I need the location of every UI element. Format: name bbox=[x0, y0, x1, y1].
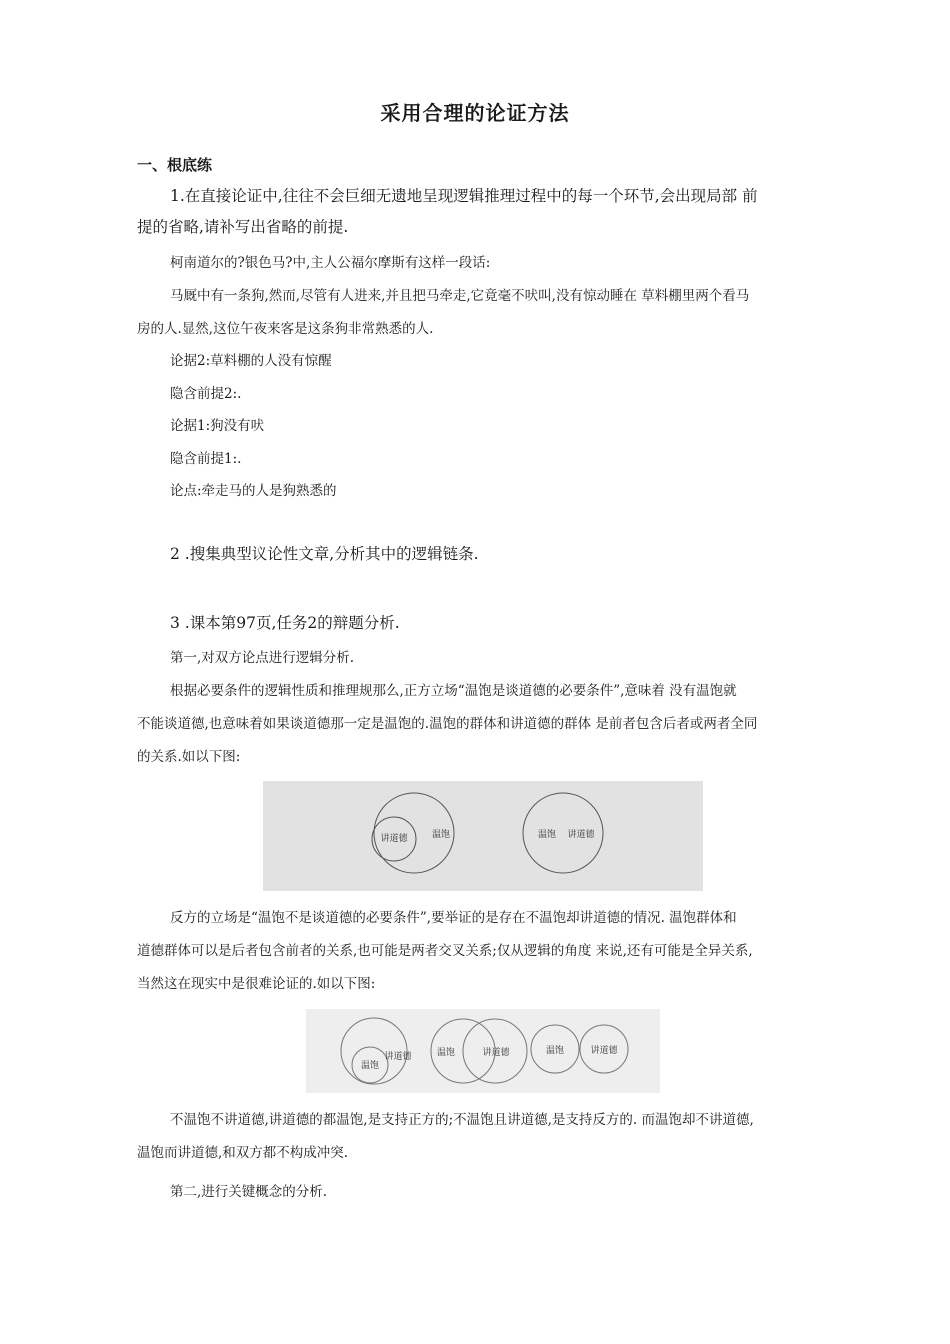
circle-a-outer bbox=[341, 1018, 407, 1084]
page-title: 采用合理的论证方法 bbox=[380, 101, 570, 125]
q1-line1: 1.在直接论证中,往往不会巨细无遗地呈现逻辑推理过程中的每一个环节,会出现局部 前 bbox=[170, 187, 758, 205]
label-a-outer: 讲道德 bbox=[384, 1052, 412, 1062]
q1-paragraph-2b: 房的人.显然,这位午夜来客是这条狗非常熟悉的人. bbox=[137, 321, 434, 337]
q3-para1c: 的关系.如以下图: bbox=[137, 749, 241, 765]
venn-diagram-2 bbox=[306, 1009, 660, 1093]
label-a-inner: 温饱 bbox=[360, 1061, 380, 1071]
q1-line2: 提的省略,请补写出省略的前提. bbox=[137, 218, 349, 236]
q3-para3a: 不温饱不讲道德,讲道德的都温饱,是支持正方的;不温饱且讲道德,是支持反方的. 而温饱却不讲道德, bbox=[170, 1112, 754, 1128]
q1-paragraph-1: 柯南道尔的?银色马?中,主人公福尔摩斯有这样一段话: bbox=[170, 255, 491, 271]
label-c-right: 讲道德 bbox=[590, 1046, 618, 1056]
venn-diagram-1 bbox=[263, 781, 703, 891]
figure-venn-negative bbox=[306, 1009, 660, 1093]
q3-first: 第一,对双方论点进行逻辑分析. bbox=[170, 650, 355, 666]
q1-paragraph-2a: 马厩中有一条狗,然而,尽管有人进来,并且把马牵走,它竟毫不吠叫,没有惊动睡在 草料棚里两个看马 bbox=[170, 288, 750, 304]
label-right-right: 讲道德 bbox=[567, 830, 595, 840]
figure-venn-affirmative bbox=[263, 781, 703, 891]
q3-second: 第二,进行关键概念的分析. bbox=[170, 1184, 328, 1200]
label-b-right: 讲道德 bbox=[482, 1048, 510, 1058]
label-left-inner: 讲道德 bbox=[380, 834, 408, 844]
q1-argument-1: 论据1:狗没有吠 bbox=[170, 418, 265, 434]
label-b-left: 温饱 bbox=[436, 1048, 456, 1058]
q2-line: 2 .搜集典型议论性文章,分析其中的逻辑链条. bbox=[170, 545, 479, 563]
q3-para2a: 反方的立场是“温饱不是谈道德的必要条件”,要举证的是存在不温饱却讲道德的情况. 温饱群体和 bbox=[170, 910, 737, 926]
q3-para2b: 道德群体可以是后者包含前者的关系,也可能是两者交叉关系;仅从逻辑的角度 来说,还有可能是全异关系, bbox=[137, 943, 753, 959]
label-left-outer: 温饱 bbox=[431, 830, 451, 840]
q1-hidden-premise-1: 隐含前提1:. bbox=[170, 451, 242, 467]
label-right-left: 温饱 bbox=[537, 830, 557, 840]
q1-thesis: 论点:牵走马的人是狗熟悉的 bbox=[170, 483, 337, 499]
section-heading: 一、根底练 bbox=[137, 156, 213, 174]
q1-argument-2: 论据2:草料棚的人没有惊醒 bbox=[170, 353, 332, 369]
q3-para3b: 温饱而讲道德,和双方都不构成冲突. bbox=[137, 1145, 349, 1161]
q3-line: 3 .课本第97页,任务2的辩题分析. bbox=[170, 614, 400, 632]
q3-para1a: 根据必要条件的逻辑性质和推理规那么,正方立场“温饱是谈道德的必要条件”,意味着 没有温饱就 bbox=[170, 683, 737, 699]
label-c-left: 温饱 bbox=[545, 1046, 565, 1056]
q1-hidden-premise-2: 隐含前提2:. bbox=[170, 386, 242, 402]
q3-para2c: 当然这在现实中是很难论证的.如以下图: bbox=[137, 976, 376, 992]
q3-para1b: 不能谈道德,也意味着如果谈道德那一定是温饱的.温饱的群体和讲道德的群体 是前者包含后者或两者全同 bbox=[137, 716, 758, 732]
